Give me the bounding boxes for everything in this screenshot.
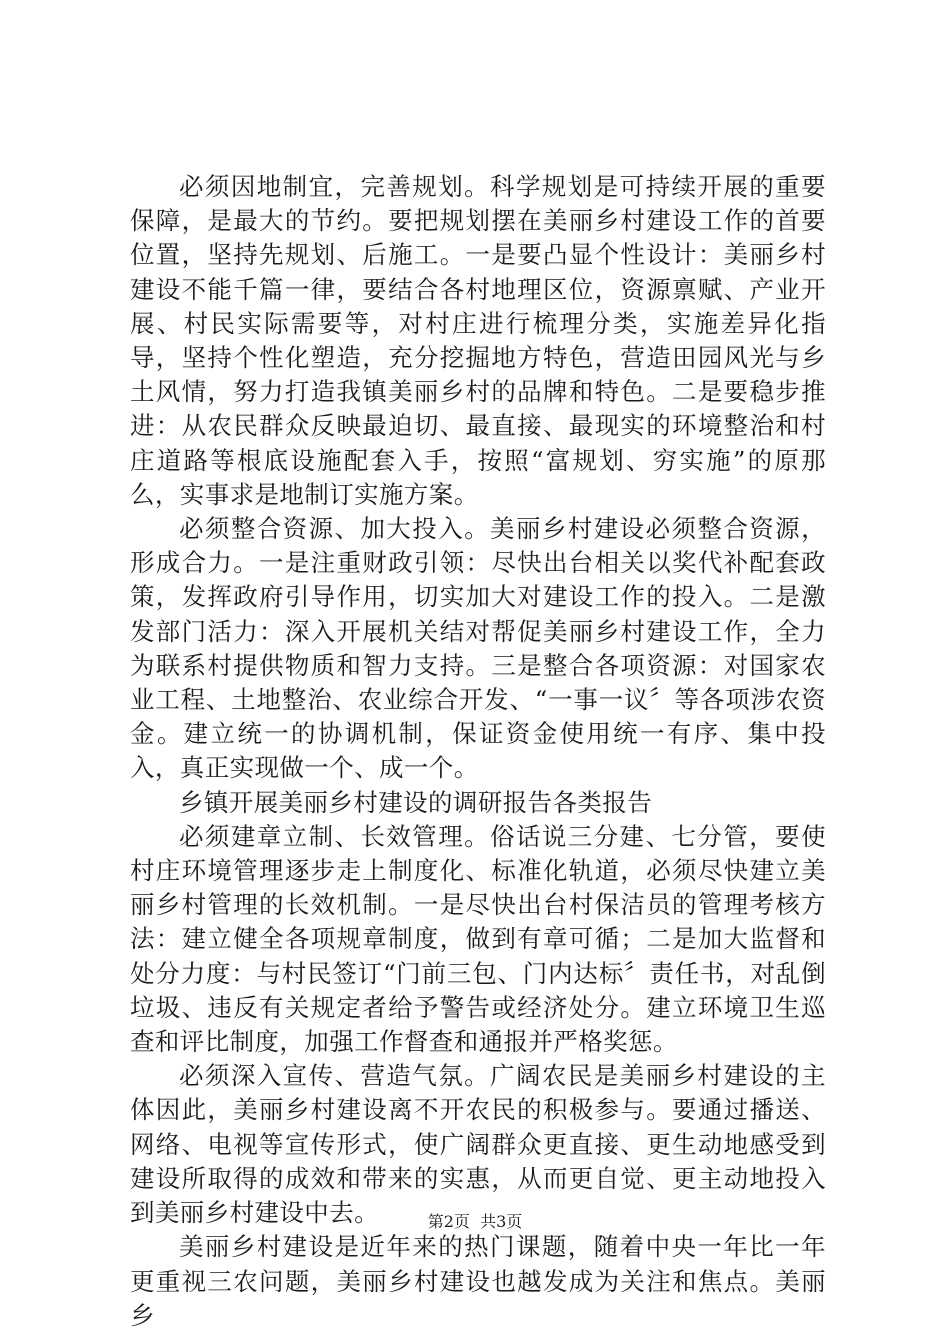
paragraph-intro: 美丽乡村建设是近年来的热门课题，随着中央一年比一年更重视三农问题，美丽乡村建设也越发成为关注和焦点。美丽乡 (130, 1232, 826, 1330)
paragraph-resources: 必须整合资源、加大投入。美丽乡村建设必须整合资源，形成合力。一是注重财政引领：尽快出台相关以奖代补配套政策，发挥政府引导作用，切实加大对建设工作的投入。二是激发部门活力：深入开展机关结对帮促美丽乡村建设工作，全力为联系村提供物质和智力支持。三是整合各项资源：对国家农业工程、土地整治、农业综合开发、“一事一议〞等各项涉农资金。建立统一的协调机制，保证资金使用统一有序、集中投入，真正实现做一个、成一个。 (130, 514, 826, 783)
document-body (130, 170, 826, 1333)
paragraph-publicity: 必须深入宣传、营造气氛。广阔农民是美丽乡村建设的主体因此，美丽乡村建设离不开农民的积极参与。要通过播送、网络、电视等宣传形式，使广阔群众更直接、更生动地感受到建设所取得的成效和带来的实惠，从而更自觉、更主动地投入到美丽乡村建设中去。 (130, 1061, 826, 1228)
paragraph-report-title: 乡镇开展美丽乡村建设的调研报告各类报告 (179, 787, 653, 817)
paragraph-management: 必须建章立制、长效管理。俗话说三分建、七分管，要使村庄环境管理逐步走上制度化、标准化轨道，必须尽快建立美丽乡村管理的长效机制。一是尽快出台村保洁员的管理考核方法：建立健全各项规章制度，做到有章可循；二是加大监督和处分力度：与村民签订“门前三包、门内达标〞责任书，对乱倒垃圾、违反有关规定者给予警告或经济处分。建立环境卫生巡查和评比制度，加强工作督查和通报并严格奖惩。 (130, 821, 826, 1057)
paragraph-planning: 必须因地制宜，完善规划。科学规划是可持续开展的重要保障，是最大的节约。要把规划摆在美丽乡村建设工作的首要位置，坚持先规划、后施工。一是要凸显个性设计：美丽乡村建设不能千篇一律，要结合各村地理区位，资源禀赋、产业开展、村民实际需要等，对村庄进行梳理分类，实施差异化指导，坚持个性化塑造，充分挖掘地方特色，营造田园风光与乡土风情，努力打造我镇美丽乡村的品牌和特色。二是要稳步推进：从农民群众反映最迫切、最直接、最现实的环境整治和村庄道路等根底设施配套入手，按照“富规划、穷实施”的原那么，实事求是地制订实施方案。 (130, 172, 826, 509)
page-footer: 第2页 共3页 (427, 1212, 523, 1231)
